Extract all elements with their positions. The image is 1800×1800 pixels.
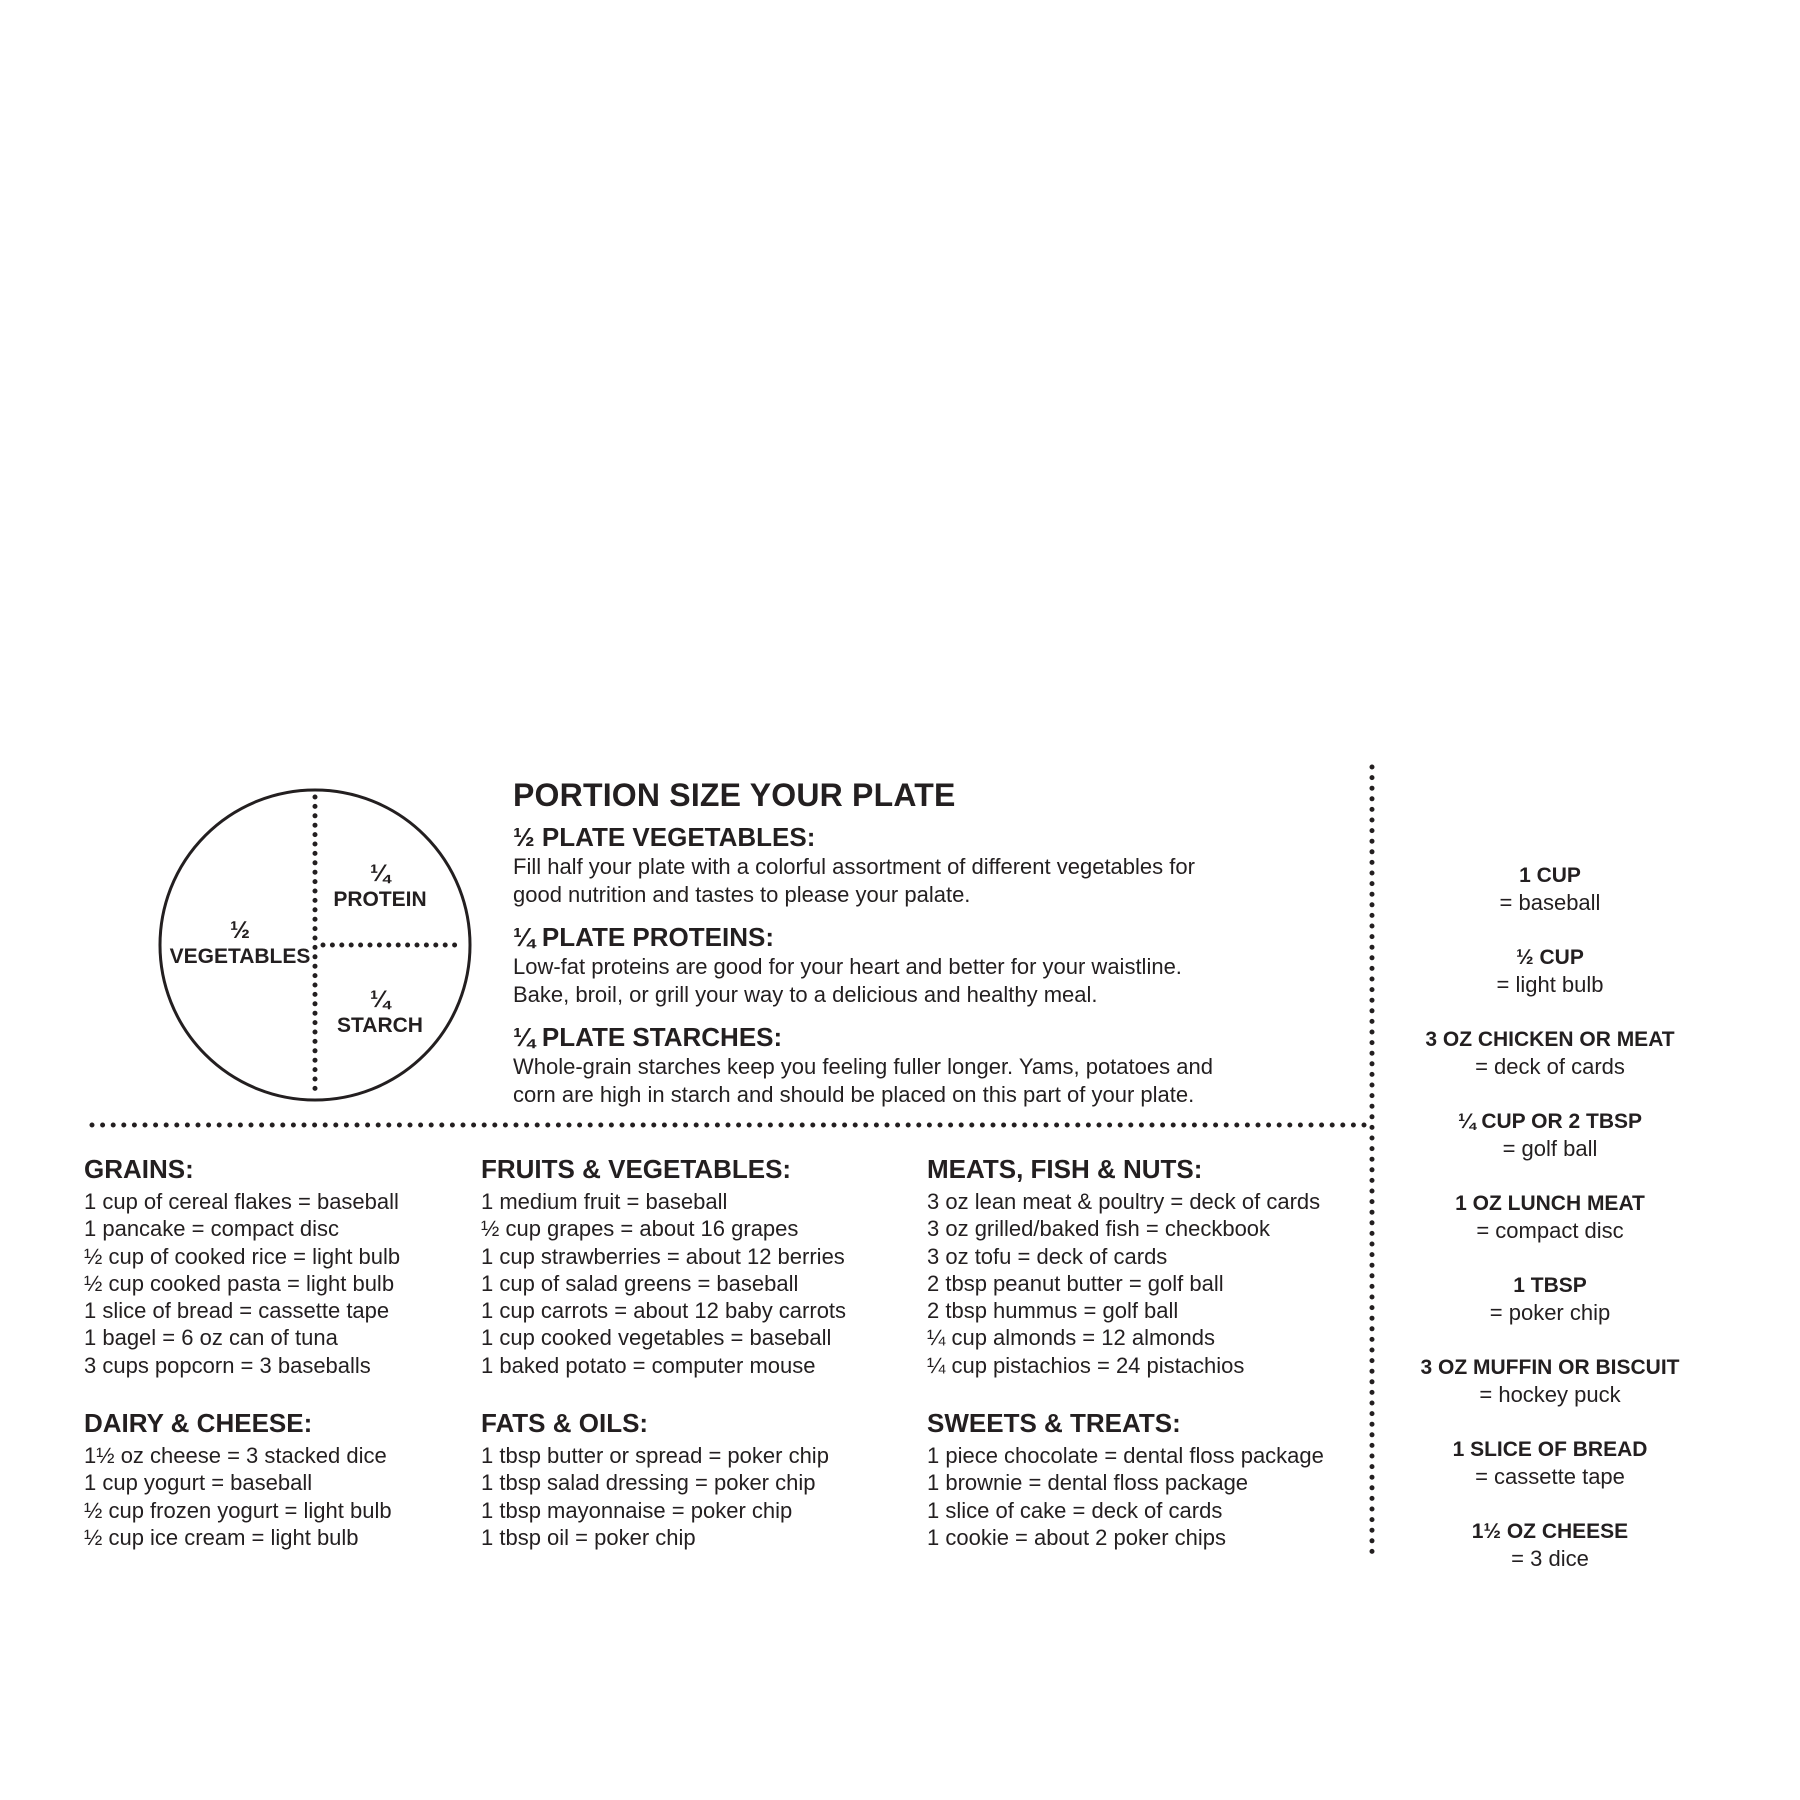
list-item: ½ cup cooked pasta = light bulb [84, 1270, 395, 1296]
section-line: good nutrition and tastes to please your palate. [513, 882, 971, 907]
measure-label: 1 CUP [1519, 864, 1581, 887]
list-item: 1 slice of cake = deck of cards [927, 1497, 1223, 1523]
measure-item [1400, 1354, 1700, 1436]
list-item: 2 tbsp hummus = golf ball [927, 1298, 1179, 1324]
list-item: 1 slice of bread = cassette tape [84, 1298, 390, 1324]
measure-equivalent: = 3 dice [1511, 1546, 1589, 1571]
list-item: 1 brownie = dental floss package [927, 1470, 1249, 1496]
measure-label: 1 SLICE OF BREAD [1452, 1438, 1648, 1461]
list-item: 1 tbsp salad dressing = poker chip [481, 1470, 816, 1496]
column-grains-dairy [84, 1153, 504, 1579]
list-item: 1 cup carrots = about 12 baby carrots [481, 1298, 847, 1324]
list-item: 1½ oz cheese = 3 stacked dice [84, 1443, 387, 1469]
horizontal-dotted-divider [88, 1120, 1375, 1130]
category-heading: FATS & OILS: [481, 1408, 649, 1439]
measure-label: 3 OZ MUFFIN OR BISCUIT [1420, 1356, 1680, 1379]
column-meats-sweets [927, 1153, 1347, 1579]
starch-fraction: ¼ [369, 986, 390, 1013]
measure-item [1400, 1436, 1700, 1518]
list-item: 3 oz lean meat & poultry = deck of cards [927, 1189, 1321, 1214]
category-list [481, 1442, 901, 1551]
section-line: Whole-grain starches keep you feeling fuller longer. Yams, potatoes and [513, 1054, 1213, 1079]
section-heading: ¼ PLATE STARCHES: [513, 1022, 783, 1052]
list-item: 1 medium fruit = baseball [481, 1189, 728, 1214]
section-line: Bake, broil, or grill your way to a delicious and healthy meal. [513, 982, 1098, 1007]
section-line: Fill half your plate with a colorful assortment of different vegetables for [513, 854, 1195, 879]
list-item: 1 baked potato = computer mouse [481, 1352, 816, 1378]
section-text [513, 853, 1343, 909]
measure-label: 1½ OZ CHEESE [1471, 1520, 1629, 1543]
measure-item [1400, 944, 1700, 1026]
list-item: ½ cup of cooked rice = light bulb [84, 1243, 401, 1269]
list-item: 3 cups popcorn = 3 baseballs [84, 1352, 371, 1378]
plate-label-vegetables [165, 917, 315, 969]
list-item: 1 cookie = about 2 poker chips [927, 1524, 1227, 1550]
category-heading: MEATS, FISH & NUTS: [927, 1154, 1203, 1184]
category-list [84, 1442, 504, 1551]
category-sweets [927, 1407, 1347, 1551]
vertical-dotted-divider [1367, 763, 1377, 1565]
list-item: 1 piece chocolate = dental floss package [927, 1443, 1324, 1469]
vegetables-text: VEGETABLES [169, 945, 311, 968]
list-item: ¼ cup almonds = 12 almonds [927, 1325, 1216, 1351]
measure-item [1400, 1026, 1700, 1108]
measure-item [1400, 1272, 1700, 1354]
list-item: 1 bagel = 6 oz can of tuna [84, 1325, 338, 1351]
list-item: 2 tbsp peanut butter = golf ball [927, 1270, 1224, 1296]
intro-block [513, 775, 1343, 1121]
measure-equivalent: = poker chip [1489, 1300, 1611, 1325]
list-item: 1 tbsp mayonnaise = poker chip [481, 1497, 793, 1523]
category-list [84, 1188, 504, 1379]
category-meats [927, 1153, 1347, 1379]
starch-text: STARCH [337, 1014, 423, 1037]
measures-column [1400, 862, 1700, 1600]
list-item: 1 pancake = compact disc [84, 1216, 339, 1242]
intro-section-proteins [513, 921, 1343, 1009]
list-item: 1 cup cooked vegetables = baseball [481, 1325, 832, 1351]
intro-section-starches [513, 1021, 1343, 1109]
measure-equivalent: = cassette tape [1475, 1464, 1625, 1489]
measure-item [1400, 1518, 1700, 1600]
measure-equivalent: = compact disc [1476, 1218, 1624, 1243]
list-item: 1 cup strawberries = about 12 berries [481, 1243, 845, 1269]
category-heading: SWEETS & TREATS: [927, 1408, 1181, 1439]
measure-label: ¼ CUP OR 2 TBSP [1458, 1110, 1642, 1133]
category-fats-oils [481, 1407, 901, 1551]
list-item: 3 oz tofu = deck of cards [927, 1243, 1168, 1269]
section-line: corn are high in starch and should be placed on this part of your plate. [513, 1082, 1195, 1107]
measure-label: 1 OZ LUNCH MEAT [1455, 1192, 1645, 1215]
category-heading: DAIRY & CHEESE: [84, 1408, 313, 1439]
section-line: Low-fat proteins are good for your heart and better for your waistline. [513, 954, 1182, 979]
list-item: 1 cup yogurt = baseball [84, 1470, 313, 1496]
intro-section-vegetables [513, 821, 1343, 909]
measure-equivalent: = golf ball [1502, 1136, 1598, 1161]
measure-label: 1 TBSP [1513, 1274, 1587, 1297]
category-grains [84, 1153, 504, 1379]
category-dairy [84, 1407, 504, 1551]
section-text [513, 953, 1343, 1009]
measure-equivalent: = deck of cards [1475, 1054, 1625, 1079]
list-item: 1 tbsp oil = poker chip [481, 1524, 696, 1550]
plate-label-starch [320, 986, 440, 1038]
list-item: 1 tbsp butter or spread = poker chip [481, 1443, 829, 1469]
list-item: 3 oz grilled/baked fish = checkbook [927, 1216, 1271, 1242]
measure-label: 3 OZ CHICKEN OR MEAT [1425, 1028, 1675, 1051]
section-heading: ½ PLATE VEGETABLES: [513, 822, 816, 852]
list-item: 1 cup of salad greens = baseball [481, 1270, 799, 1296]
category-list [481, 1188, 901, 1379]
measure-label: ½ CUP [1516, 946, 1584, 969]
protein-text: PROTEIN [333, 888, 427, 911]
list-item: ½ cup frozen yogurt = light bulb [84, 1497, 392, 1523]
page-title: PORTION SIZE YOUR PLATE [513, 777, 956, 813]
list-item: ½ cup grapes = about 16 grapes [481, 1216, 799, 1242]
section-text [513, 1053, 1343, 1109]
section-heading: ¼ PLATE PROTEINS: [513, 922, 774, 952]
category-fruits-vegetables [481, 1153, 901, 1379]
measure-item [1400, 1190, 1700, 1272]
measure-item [1400, 862, 1700, 944]
measure-equivalent: = hockey puck [1479, 1382, 1621, 1407]
category-list [927, 1442, 1347, 1551]
list-item: ½ cup ice cream = light bulb [84, 1524, 359, 1550]
measure-item [1400, 1108, 1700, 1190]
vegetables-fraction: ½ [229, 917, 250, 944]
category-heading: FRUITS & VEGETABLES: [481, 1154, 792, 1184]
category-list [927, 1188, 1347, 1379]
list-item: 1 cup of cereal flakes = baseball [84, 1189, 399, 1214]
column-fruits-fats [481, 1153, 901, 1579]
category-heading: GRAINS: [84, 1154, 194, 1184]
list-item: ¼ cup pistachios = 24 pistachios [927, 1352, 1245, 1378]
measure-equivalent: = baseball [1499, 890, 1601, 915]
plate-label-protein [320, 860, 440, 912]
measure-equivalent: = light bulb [1496, 972, 1604, 997]
protein-fraction: ¼ [369, 860, 390, 887]
